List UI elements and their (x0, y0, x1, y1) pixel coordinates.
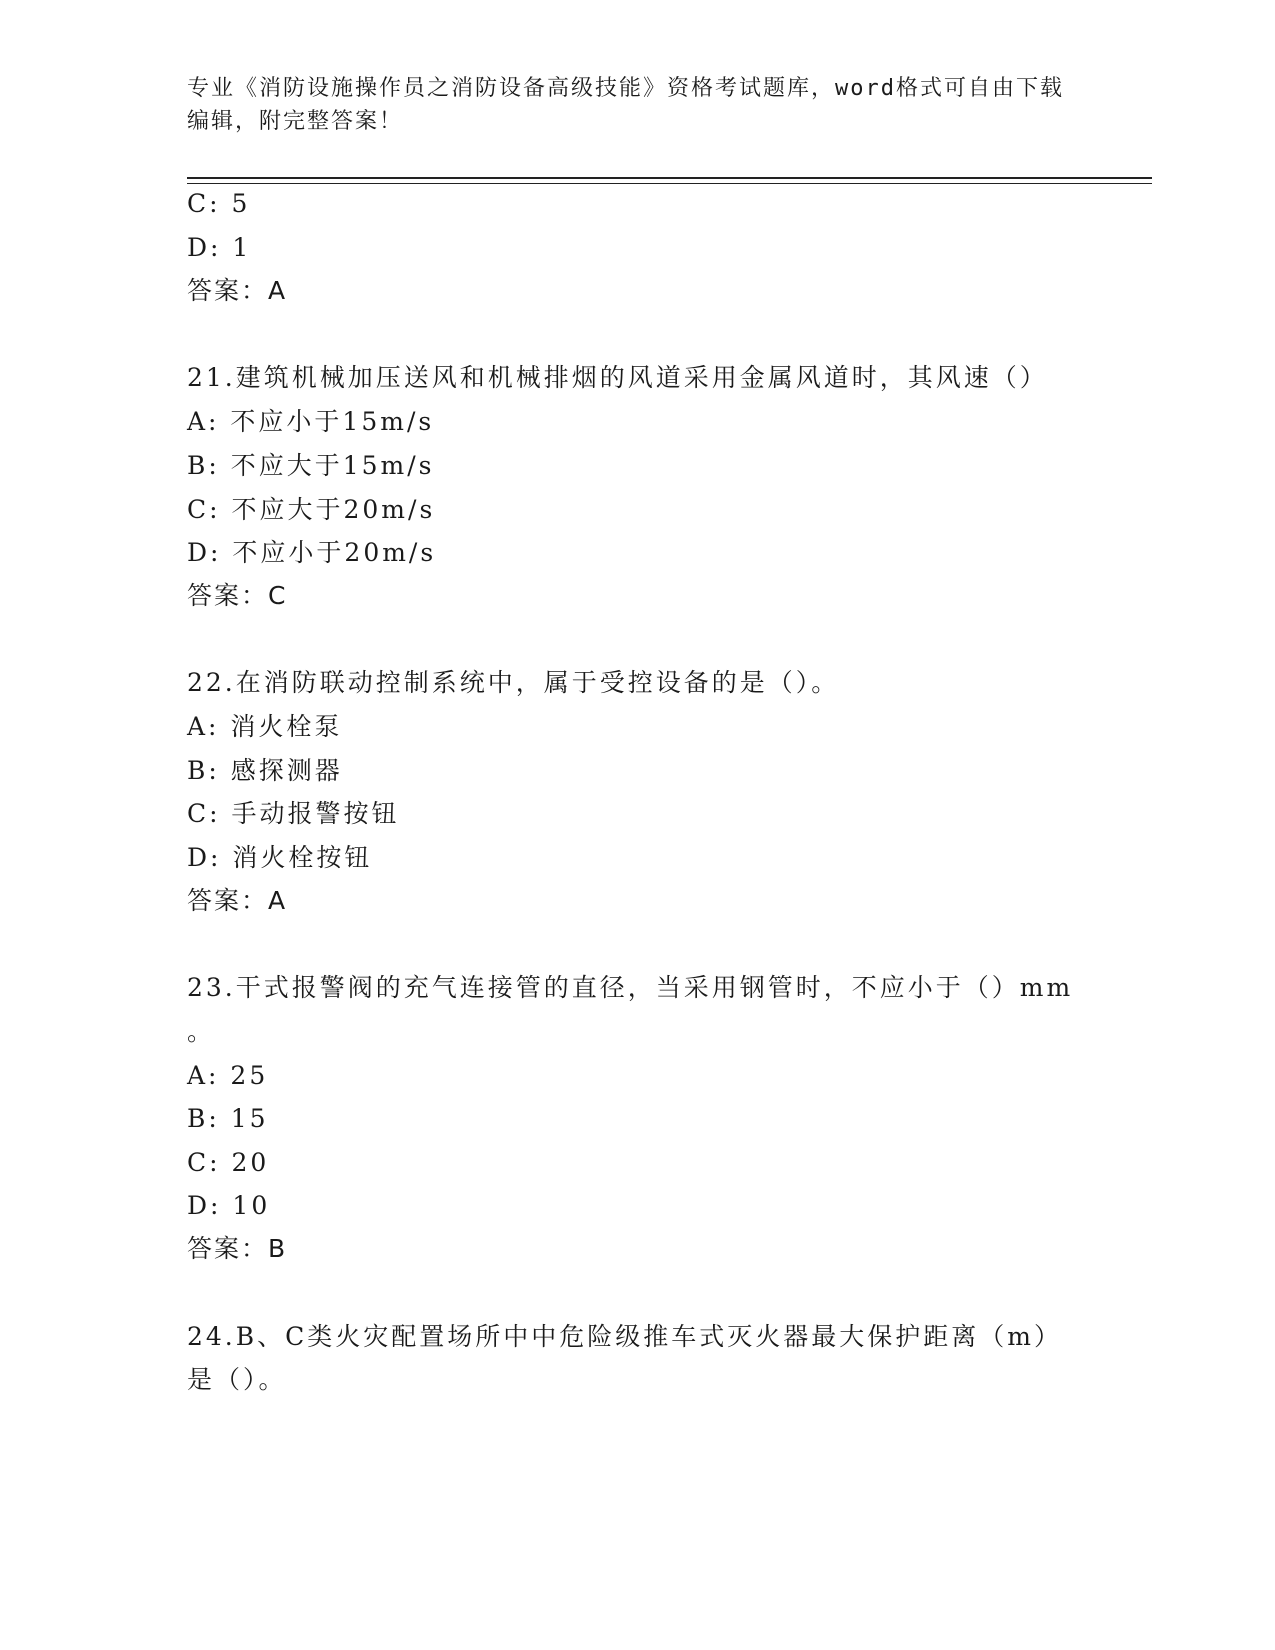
q21-option-b: B: 不应大于15m/s (187, 451, 435, 480)
header-divider-thick (187, 177, 1152, 179)
q23-option-a: A: 25 (187, 1061, 269, 1090)
q24-question-continued: 是（）。 (187, 1365, 287, 1394)
q22-option-c: C: 手动报警按钮 (187, 799, 400, 828)
q22-option-a: A: 消火栓泵 (187, 712, 343, 741)
q21-question: 21.建筑机械加压送风和机械排烟的风道采用金属风道时，其风速（） (187, 363, 1048, 392)
q21-answer: 答案：C (187, 581, 288, 610)
q20-option-d: D: 1 (187, 233, 252, 262)
q23-option-c: C: 20 (187, 1148, 270, 1177)
q20-option-c: C: 5 (187, 189, 251, 218)
q23-question-continued: 。 (187, 1017, 216, 1046)
q23-option-b: B: 15 (187, 1104, 269, 1133)
q23-answer: 答案：B (187, 1234, 288, 1263)
q22-answer: 答案：A (187, 886, 288, 915)
q21-option-a: A: 不应小于15m/s (187, 407, 435, 436)
q23-question: 23.干式报警阀的充气连接管的直径，当采用钢管时，不应小于（）mm (187, 973, 1074, 1002)
q23-option-d: D: 10 (187, 1191, 271, 1220)
q20-answer: 答案：A (187, 276, 288, 305)
document-header: 专业《消防设施操作员之消防设备高级技能》资格考试题库，word格式可自由下载编辑，附完整答案！ (187, 76, 1064, 134)
q21-option-c: C: 不应大于20m/s (187, 495, 436, 524)
q21-option-d: D: 不应小于20m/s (187, 538, 437, 567)
header-divider-thin (187, 183, 1152, 184)
q22-question: 22.在消防联动控制系统中，属于受控设备的是（）。 (187, 668, 840, 697)
q24-question: 24.B、C类火灾配置场所中中危险级推车式灭火器最大保护距离（m） (187, 1322, 1062, 1351)
q22-option-b: B: 感探测器 (187, 756, 343, 785)
q22-option-d: D: 消火栓按钮 (187, 843, 373, 872)
